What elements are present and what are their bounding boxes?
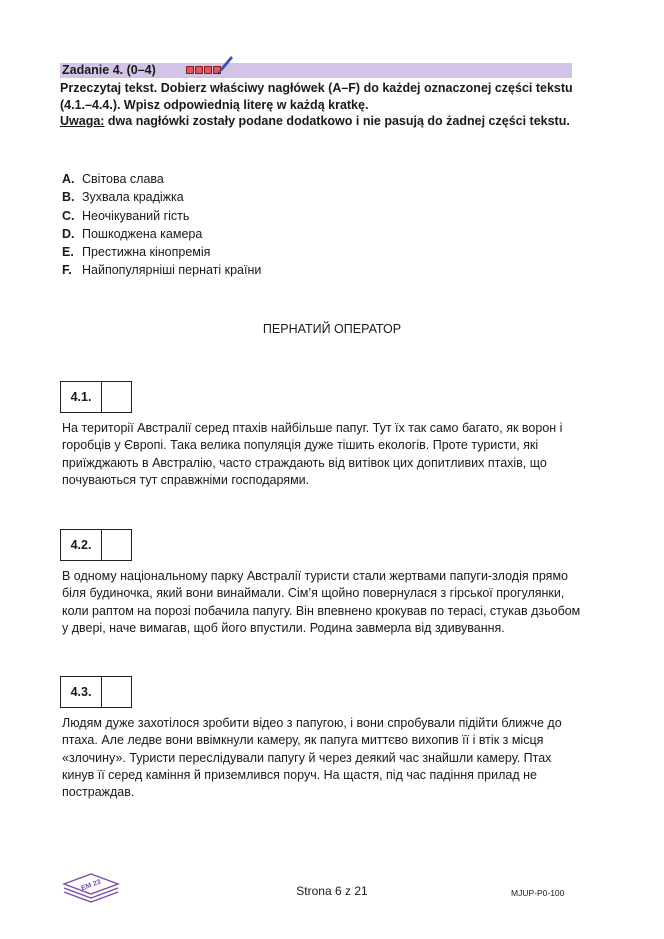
- section-paragraph: В одному національному парку Австралії туристи стали жертвами папуги-злодія прямо біля будиночка, який вони винаймали. Сім’я щойно повернулася з гірської прогулянки, коли раптом на порозі побачила папугу. Він впевнено крокував по терасі, стукав дзьобом у двері, наче вимагав, щоб його впустили. Родина завмерла від здивування.: [62, 569, 581, 635]
- heading-text: Найпопулярніші пернаті країни: [82, 263, 262, 278]
- heading-text: Престижна кінопремія: [82, 245, 211, 260]
- answer-slot[interactable]: [102, 382, 131, 412]
- section-number: 4.3.: [61, 677, 102, 707]
- section-number: 4.2.: [61, 530, 102, 560]
- answer-box-4-2: [60, 529, 132, 561]
- answer-slot[interactable]: [102, 677, 131, 707]
- heading-text: Зухвала крадіжка: [82, 190, 184, 205]
- heading-text: Неочікуваний гість: [82, 208, 190, 223]
- page-number: Strona 6 z 21: [296, 884, 368, 898]
- instruction-warning: [60, 113, 580, 130]
- heading-letter: C.: [62, 208, 75, 223]
- heading-letter: D.: [62, 226, 75, 241]
- section-paragraph: Людям дуже захотілося зробити відео з папугою, і вони спробували підійти ближче до птаха. Але ледве вони ввімкнули камеру, як папуга миттєво вихопив її і втік з місця «злочину». Туристи переслідували папугу й через деякий час знайшли камеру. Птах кинув її серед каміння й приземлився поруч. На щастя, під час падіння прилад не постраждав.: [62, 716, 562, 800]
- heading-text: Пошкоджена камера: [82, 226, 203, 241]
- heading-letter: F.: [62, 263, 72, 278]
- heading-option: [62, 207, 261, 225]
- section-paragraph: На території Австралії серед птахів найбільше папуг. Тут їх так само багато, як ворон і горобців у Європі. Така велика популяція дуже тішить екологів. Проте туристи, які приїжджають в Австралію, часто страждають від витівок цих допитливих птахів, що почуваються тут справжніми господарями.: [62, 421, 563, 487]
- heading-option: [62, 225, 261, 243]
- heading-option: [62, 170, 261, 188]
- section-number: 4.1.: [61, 382, 102, 412]
- exam-code: MJUP-P0-100: [511, 888, 565, 898]
- heading-letter: B.: [62, 190, 75, 205]
- heading-letter: A.: [62, 172, 75, 186]
- score-box: [186, 66, 194, 74]
- heading-option: [62, 188, 261, 206]
- pen-icon: [216, 55, 234, 75]
- warning-text: dwa nagłówki zostały podane dodatkowo i nie pasują do żadnej części tekstu.: [104, 114, 570, 128]
- heading-option: [62, 261, 261, 279]
- heading-text: Світова слава: [82, 172, 164, 186]
- score-box: [204, 66, 212, 74]
- warning-label: Uwaga:: [60, 114, 105, 128]
- logo-text: EM 23: [80, 878, 102, 893]
- heading-letter: E.: [62, 245, 74, 260]
- heading-options-list: [62, 170, 261, 280]
- task-title: Zadanie 4. (0–4): [62, 63, 156, 77]
- text-title: ПЕРНАТИЙ ОПЕРАТОР: [262, 322, 402, 336]
- score-box: [195, 66, 203, 74]
- answer-box-4-3: [60, 676, 132, 708]
- answer-box-4-1: [60, 381, 132, 413]
- heading-option: [62, 243, 261, 261]
- answer-slot[interactable]: [102, 530, 131, 560]
- task-instruction: [60, 80, 580, 130]
- instruction-text: Przeczytaj tekst. Dobierz właściwy nagłówek (A–F) do każdej oznaczonej części tekstu (4.1.–4.4.). Wpisz odpowiednią literę w każdą kratkę.: [60, 81, 573, 112]
